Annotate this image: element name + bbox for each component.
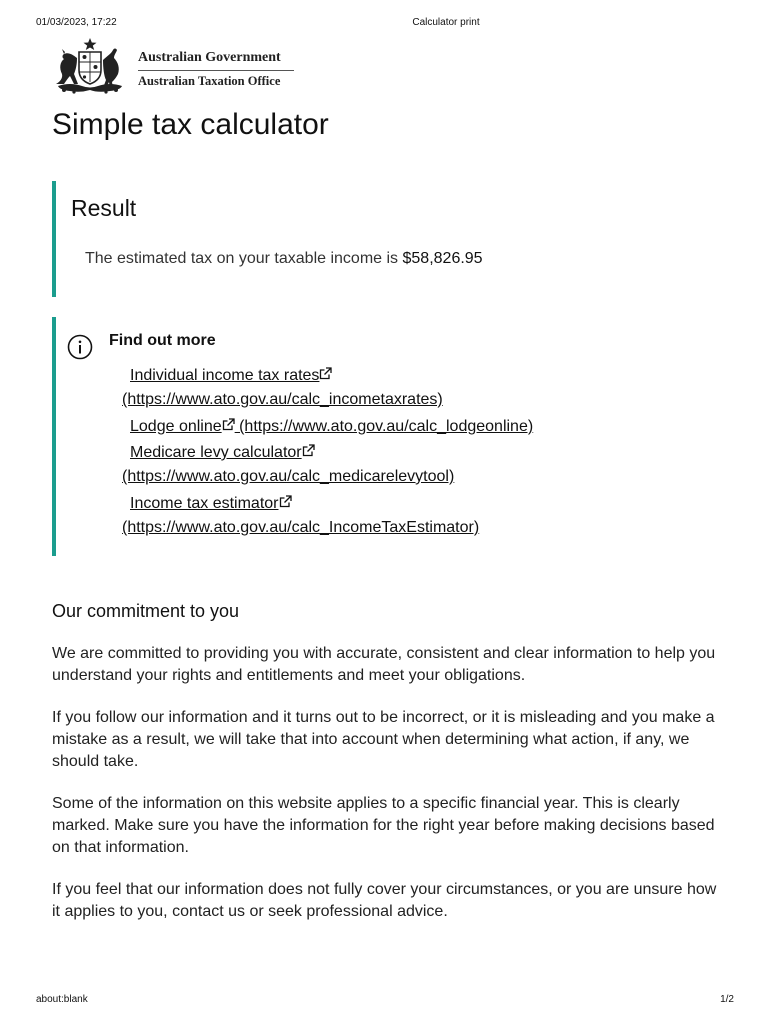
link-income-tax-estimator-url[interactable]: (https://www.ato.gov.au/calc_IncomeTaxEstimator)	[122, 519, 480, 536]
link-tax-rates-label[interactable]: Individual income tax rates	[130, 367, 320, 384]
link-medicare-levy-url-line[interactable]	[122, 468, 454, 486]
external-link-icon	[319, 367, 332, 380]
logo-divider	[138, 70, 294, 71]
commitment-paragraph: Some of the information on this website applies to a specific financial year. This is clearly marked. Make sure you have the information for the right year before making decisions based on that information.	[52, 795, 715, 856]
link-medicare-levy[interactable]	[130, 444, 315, 462]
link-lodge-online-url[interactable]: (https://www.ato.gov.au/calc_lodgeonline)	[234, 418, 534, 435]
info-icon	[67, 334, 93, 360]
result-heading: Result	[71, 195, 137, 221]
ato-logo[interactable]	[50, 36, 310, 94]
external-link-icon	[279, 495, 292, 508]
result-panel	[52, 181, 716, 297]
logo-ato: Australian Taxation Office	[138, 74, 281, 88]
print-datetime: 01/03/2023, 17:22	[36, 17, 117, 28]
link-medicare-levy-url[interactable]: (https://www.ato.gov.au/calc_medicarelevytool)	[122, 468, 455, 485]
page-title: Simple tax calculator	[52, 108, 329, 141]
coat-of-arms-icon	[50, 36, 130, 94]
link-income-tax-estimator[interactable]	[130, 495, 292, 513]
result-amount: $58,826.95	[402, 250, 483, 267]
find-out-more-panel	[52, 317, 716, 556]
commitment-paragraph: If you feel that our information does not fully cover your circumstances, or you are unsure how it applies to you, contact us or seek professional advice.	[52, 881, 717, 920]
print-title: Calculator print	[412, 17, 480, 28]
print-page-number: 1/2	[720, 994, 734, 1005]
result-label: The estimated tax on your taxable income is	[85, 250, 403, 267]
logo-government: Australian Government	[138, 50, 281, 65]
print-url: about:blank	[36, 994, 88, 1005]
commitment-paragraph: We are committed to providing you with accurate, consistent and clear information to help you understand your rights and entitlements and meet your obligations.	[52, 645, 716, 684]
commitment-heading: Our commitment to you	[52, 601, 240, 621]
link-income-tax-estimator-url-line[interactable]	[122, 519, 479, 537]
external-link-icon	[222, 418, 235, 431]
result-text	[85, 250, 483, 268]
external-link-icon	[302, 444, 315, 457]
logo-text	[138, 50, 294, 89]
link-lodge-online[interactable]	[130, 418, 533, 436]
commitment-paragraph: If you follow our information and it turns out to be incorrect, or it is misleading and you make a mistake as a result, we will take that into account when determining what action, if any, we should take.	[52, 709, 715, 770]
link-lodge-online-label[interactable]: Lodge online	[130, 418, 222, 435]
link-medicare-levy-label[interactable]: Medicare levy calculator	[130, 444, 302, 461]
link-tax-rates[interactable]	[130, 367, 332, 385]
find-out-more-heading: Find out more	[109, 332, 216, 349]
link-income-tax-estimator-label[interactable]: Income tax estimator	[130, 495, 279, 512]
link-tax-rates-url-line[interactable]	[122, 391, 443, 409]
link-tax-rates-url[interactable]: (https://www.ato.gov.au/calc_incometaxrates)	[122, 391, 443, 408]
